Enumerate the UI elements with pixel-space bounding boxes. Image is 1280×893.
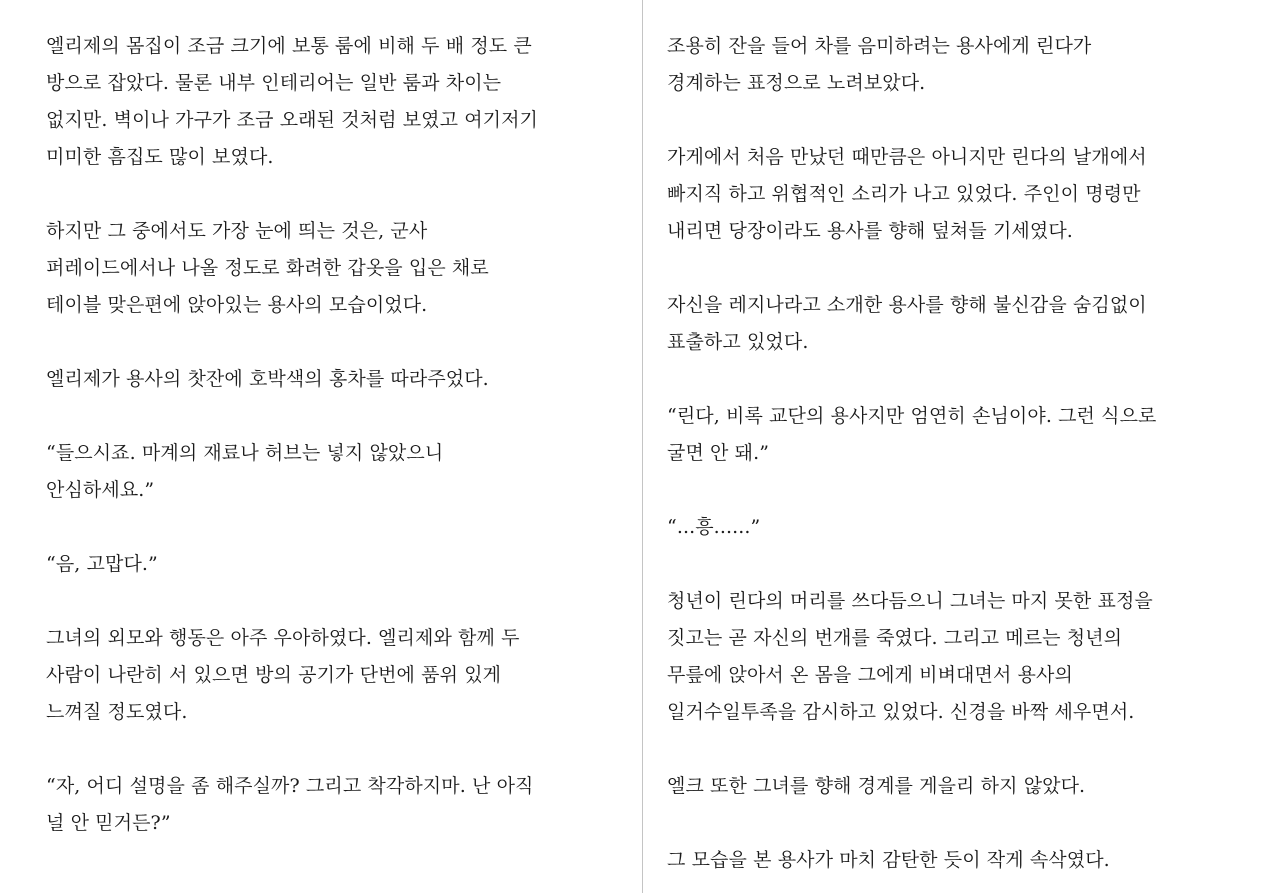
paragraph	[46, 435, 642, 509]
paragraph	[46, 620, 642, 731]
text-line: 내리면 당장이라도 용사를 향해 덮쳐들 기세였다.	[667, 220, 1073, 242]
text-line: “음, 고맙다.”	[46, 553, 158, 575]
text-line: 조용히 잔을 들어 차를 음미하려는 용사에게 린다가	[667, 35, 1092, 57]
text-line: 일거수일투족을 감시하고 있었다. 신경을 바짝 세우면서.	[667, 701, 1135, 723]
text-line: 하지만 그 중에서도 가장 눈에 띄는 것은, 군사	[46, 220, 428, 242]
text-line: 가게에서 처음 만났던 때만큼은 아니지만 린다의 날개에서	[667, 146, 1147, 168]
text-line: 표출하고 있었다.	[667, 331, 809, 353]
text-line: “린다, 비록 교단의 용사지만 엄연히 손님이야. 그런 식으로	[667, 405, 1157, 427]
text-line: 엘리제가 용사의 찻잔에 호박색의 홍차를 따라주었다.	[46, 368, 489, 390]
text-line: 굴면 안 돼.”	[667, 442, 770, 464]
text-line: 느껴질 정도였다.	[46, 701, 188, 723]
paragraph	[667, 768, 1280, 805]
paragraph	[46, 768, 642, 842]
text-line: 청년이 린다의 머리를 쓰다듬으니 그녀는 마지 못한 표정을	[667, 590, 1153, 612]
text-line: 퍼레이드에서나 나올 정도로 화려한 갑옷을 입은 채로	[46, 257, 489, 279]
paragraph	[46, 28, 642, 176]
paragraph	[667, 583, 1280, 731]
text-line: 무릎에 앉아서 온 몸을 그에게 비벼대면서 용사의	[667, 664, 1073, 686]
text-line: 자신을 레지나라고 소개한 용사를 향해 불신감을 숨김없이	[667, 294, 1147, 316]
text-line: “자, 어디 설명을 좀 해주실까? 그리고 착각하지마. 난 아직	[46, 775, 534, 797]
text-line: 미미한 흠집도 많이 보였다.	[46, 146, 274, 168]
text-line: 테이블 맞은편에 앉아있는 용사의 모습이었다.	[46, 294, 428, 316]
text-line: 경계하는 표정으로 노려보았다.	[667, 72, 926, 94]
text-line: 짓고는 곧 자신의 번개를 죽였다. 그리고 메르는 청년의	[667, 627, 1123, 649]
paragraph	[46, 546, 642, 583]
text-line: 방으로 잡았다. 물론 내부 인테리어는 일반 룸과 차이는	[46, 72, 502, 94]
text-line: 안심하세요.”	[46, 479, 155, 501]
paragraph	[667, 509, 1280, 546]
paragraph	[46, 361, 642, 398]
paragraph	[667, 287, 1280, 361]
text-line: 빠지직 하고 위협적인 소리가 나고 있었다. 주인이 명령만	[667, 183, 1141, 205]
paragraph	[667, 842, 1280, 879]
paragraph	[667, 28, 1280, 102]
paragraph	[667, 398, 1280, 472]
text-line: 그 모습을 본 용사가 마치 감탄한 듯이 작게 속삭였다.	[667, 849, 1110, 871]
text-line: “들으시죠. 마계의 재료나 허브는 넣지 않았으니	[46, 442, 444, 464]
paragraph	[46, 213, 642, 324]
text-line: 사람이 나란히 서 있으면 방의 공기가 단번에 품위 있게	[46, 664, 502, 686]
paragraph	[667, 139, 1280, 250]
right-page	[643, 0, 1280, 893]
text-line: 널 안 믿거든?”	[46, 812, 171, 834]
text-line: 엘크 또한 그녀를 향해 경계를 게을리 하지 않았다.	[667, 775, 1086, 797]
text-line: 없지만. 벽이나 가구가 조금 오래된 것처럼 보였고 여기저기	[46, 109, 539, 131]
text-line: “...흥......”	[667, 516, 761, 538]
text-line: 그녀의 외모와 행동은 아주 우아하였다. 엘리제와 함께 두	[46, 627, 520, 649]
text-line: 엘리제의 몸집이 조금 크기에 보통 룸에 비해 두 배 정도 큰	[46, 35, 532, 57]
